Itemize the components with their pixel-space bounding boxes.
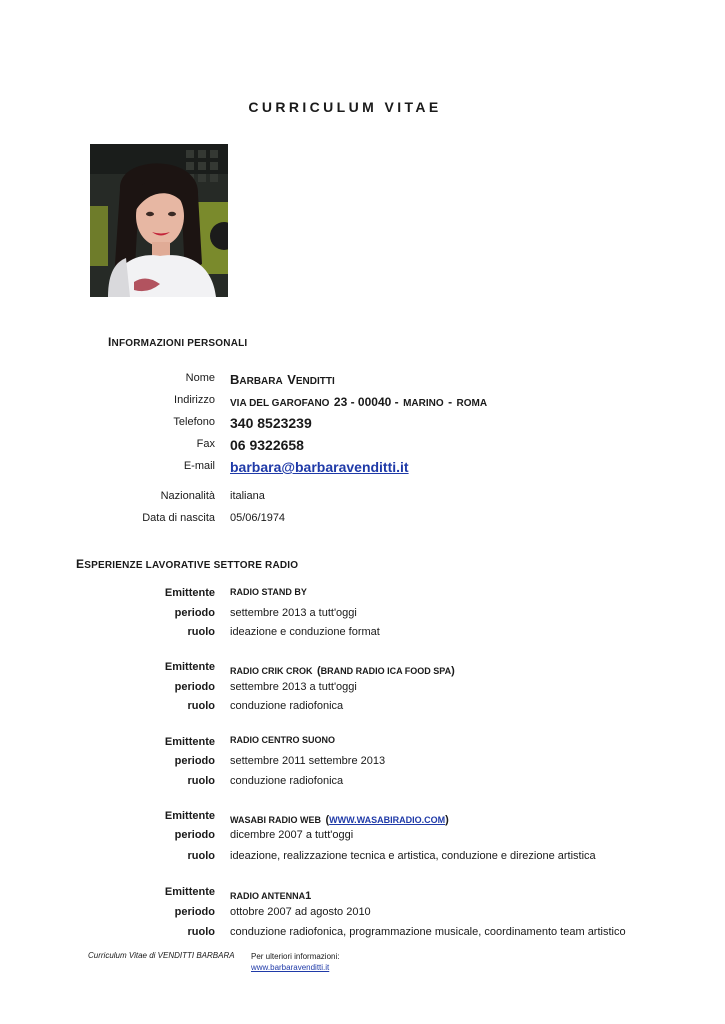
footer-info: [251, 951, 339, 973]
station-value: RADIO CRIK CROK (BRAND RADIO ICA FOOD SPA): [230, 665, 455, 677]
period-label: periodo: [174, 607, 215, 619]
station-value: WASABI RADIO WEB (WWW.WASABIRADIO.COM): [230, 814, 449, 826]
period-label: periodo: [174, 906, 215, 918]
role-label: ruolo: [187, 775, 215, 787]
address-value: VIA DEL GAROFANO 23 - 00040 - MARINO - ROMA: [230, 395, 488, 409]
station-label: Emittente: [164, 661, 215, 673]
period-label: periodo: [174, 681, 215, 693]
station-label: Emittente: [164, 886, 215, 898]
role-label: ruolo: [187, 926, 215, 938]
wasabi-radio-link[interactable]: WWW.WASABIRADIO.COM: [329, 815, 446, 825]
station-label: Emittente: [164, 810, 215, 822]
period-value: dicembre 2007 a tutt'oggi: [230, 829, 354, 841]
fax-value: 06 9322658: [230, 437, 304, 453]
portrait-image: [90, 144, 228, 297]
nationality-value: italiana: [230, 490, 265, 502]
period-label: periodo: [174, 829, 215, 841]
period-value: settembre 2013 a tutt'oggi: [230, 607, 357, 619]
address-label: Indirizzo: [174, 394, 215, 406]
footer-caption: Curriculum Vitae di VENDITTI BARBARA: [88, 951, 235, 960]
role-value: ideazione, realizzazione tecnica e artistica, conduzione e direzione artistica: [230, 850, 596, 862]
period-value: ottobre 2007 ad agosto 2010: [230, 906, 371, 918]
period-value: settembre 2013 a tutt'oggi: [230, 681, 357, 693]
name-value: BARBARA VENDITTI: [230, 372, 335, 387]
period-label: periodo: [174, 755, 215, 767]
role-value: ideazione e conduzione format: [230, 626, 380, 638]
role-label: ruolo: [187, 626, 215, 638]
email-link[interactable]: barbara@barbaravenditti.it: [230, 459, 409, 475]
section-personal-info: INFORMAZIONI PERSONALI: [108, 335, 248, 349]
email-label: E-mail: [183, 460, 215, 472]
role-value: conduzione radiofonica, programmazione musicale, coordinamento team artistico: [230, 926, 626, 938]
footer-info-label: Per ulteriori informazioni:: [251, 952, 340, 961]
station-value: RADIO CENTRO SUONO: [230, 735, 336, 745]
station-label: Emittente: [164, 587, 215, 599]
birth-label: Data di nascita: [142, 512, 215, 524]
role-label: ruolo: [187, 850, 215, 862]
phone-value: 340 8523239: [230, 415, 312, 431]
role-value: conduzione radiofonica: [230, 775, 344, 787]
phone-label: Telefono: [173, 416, 215, 428]
role-value: conduzione radiofonica: [230, 700, 344, 712]
role-label: ruolo: [187, 700, 215, 712]
name-label: Nome: [185, 372, 215, 384]
footer-website-link[interactable]: www.barbaravenditti.it: [251, 963, 330, 972]
birth-value: 05/06/1974: [230, 512, 286, 524]
section-radio-experience: ESPERIENZE LAVORATIVE SETTORE RADIO: [76, 557, 299, 571]
station-label: Emittente: [164, 736, 215, 748]
period-value: settembre 2011 settembre 2013: [230, 755, 386, 767]
profile-photo: [90, 144, 228, 297]
document-title: CURRICULUM VITAE: [248, 99, 442, 115]
fax-label: Fax: [196, 438, 215, 450]
nationality-label: Nazionalità: [160, 490, 215, 502]
station-value: RADIO ANTENNA1: [230, 890, 312, 902]
station-value: RADIO STAND BY: [230, 587, 307, 597]
